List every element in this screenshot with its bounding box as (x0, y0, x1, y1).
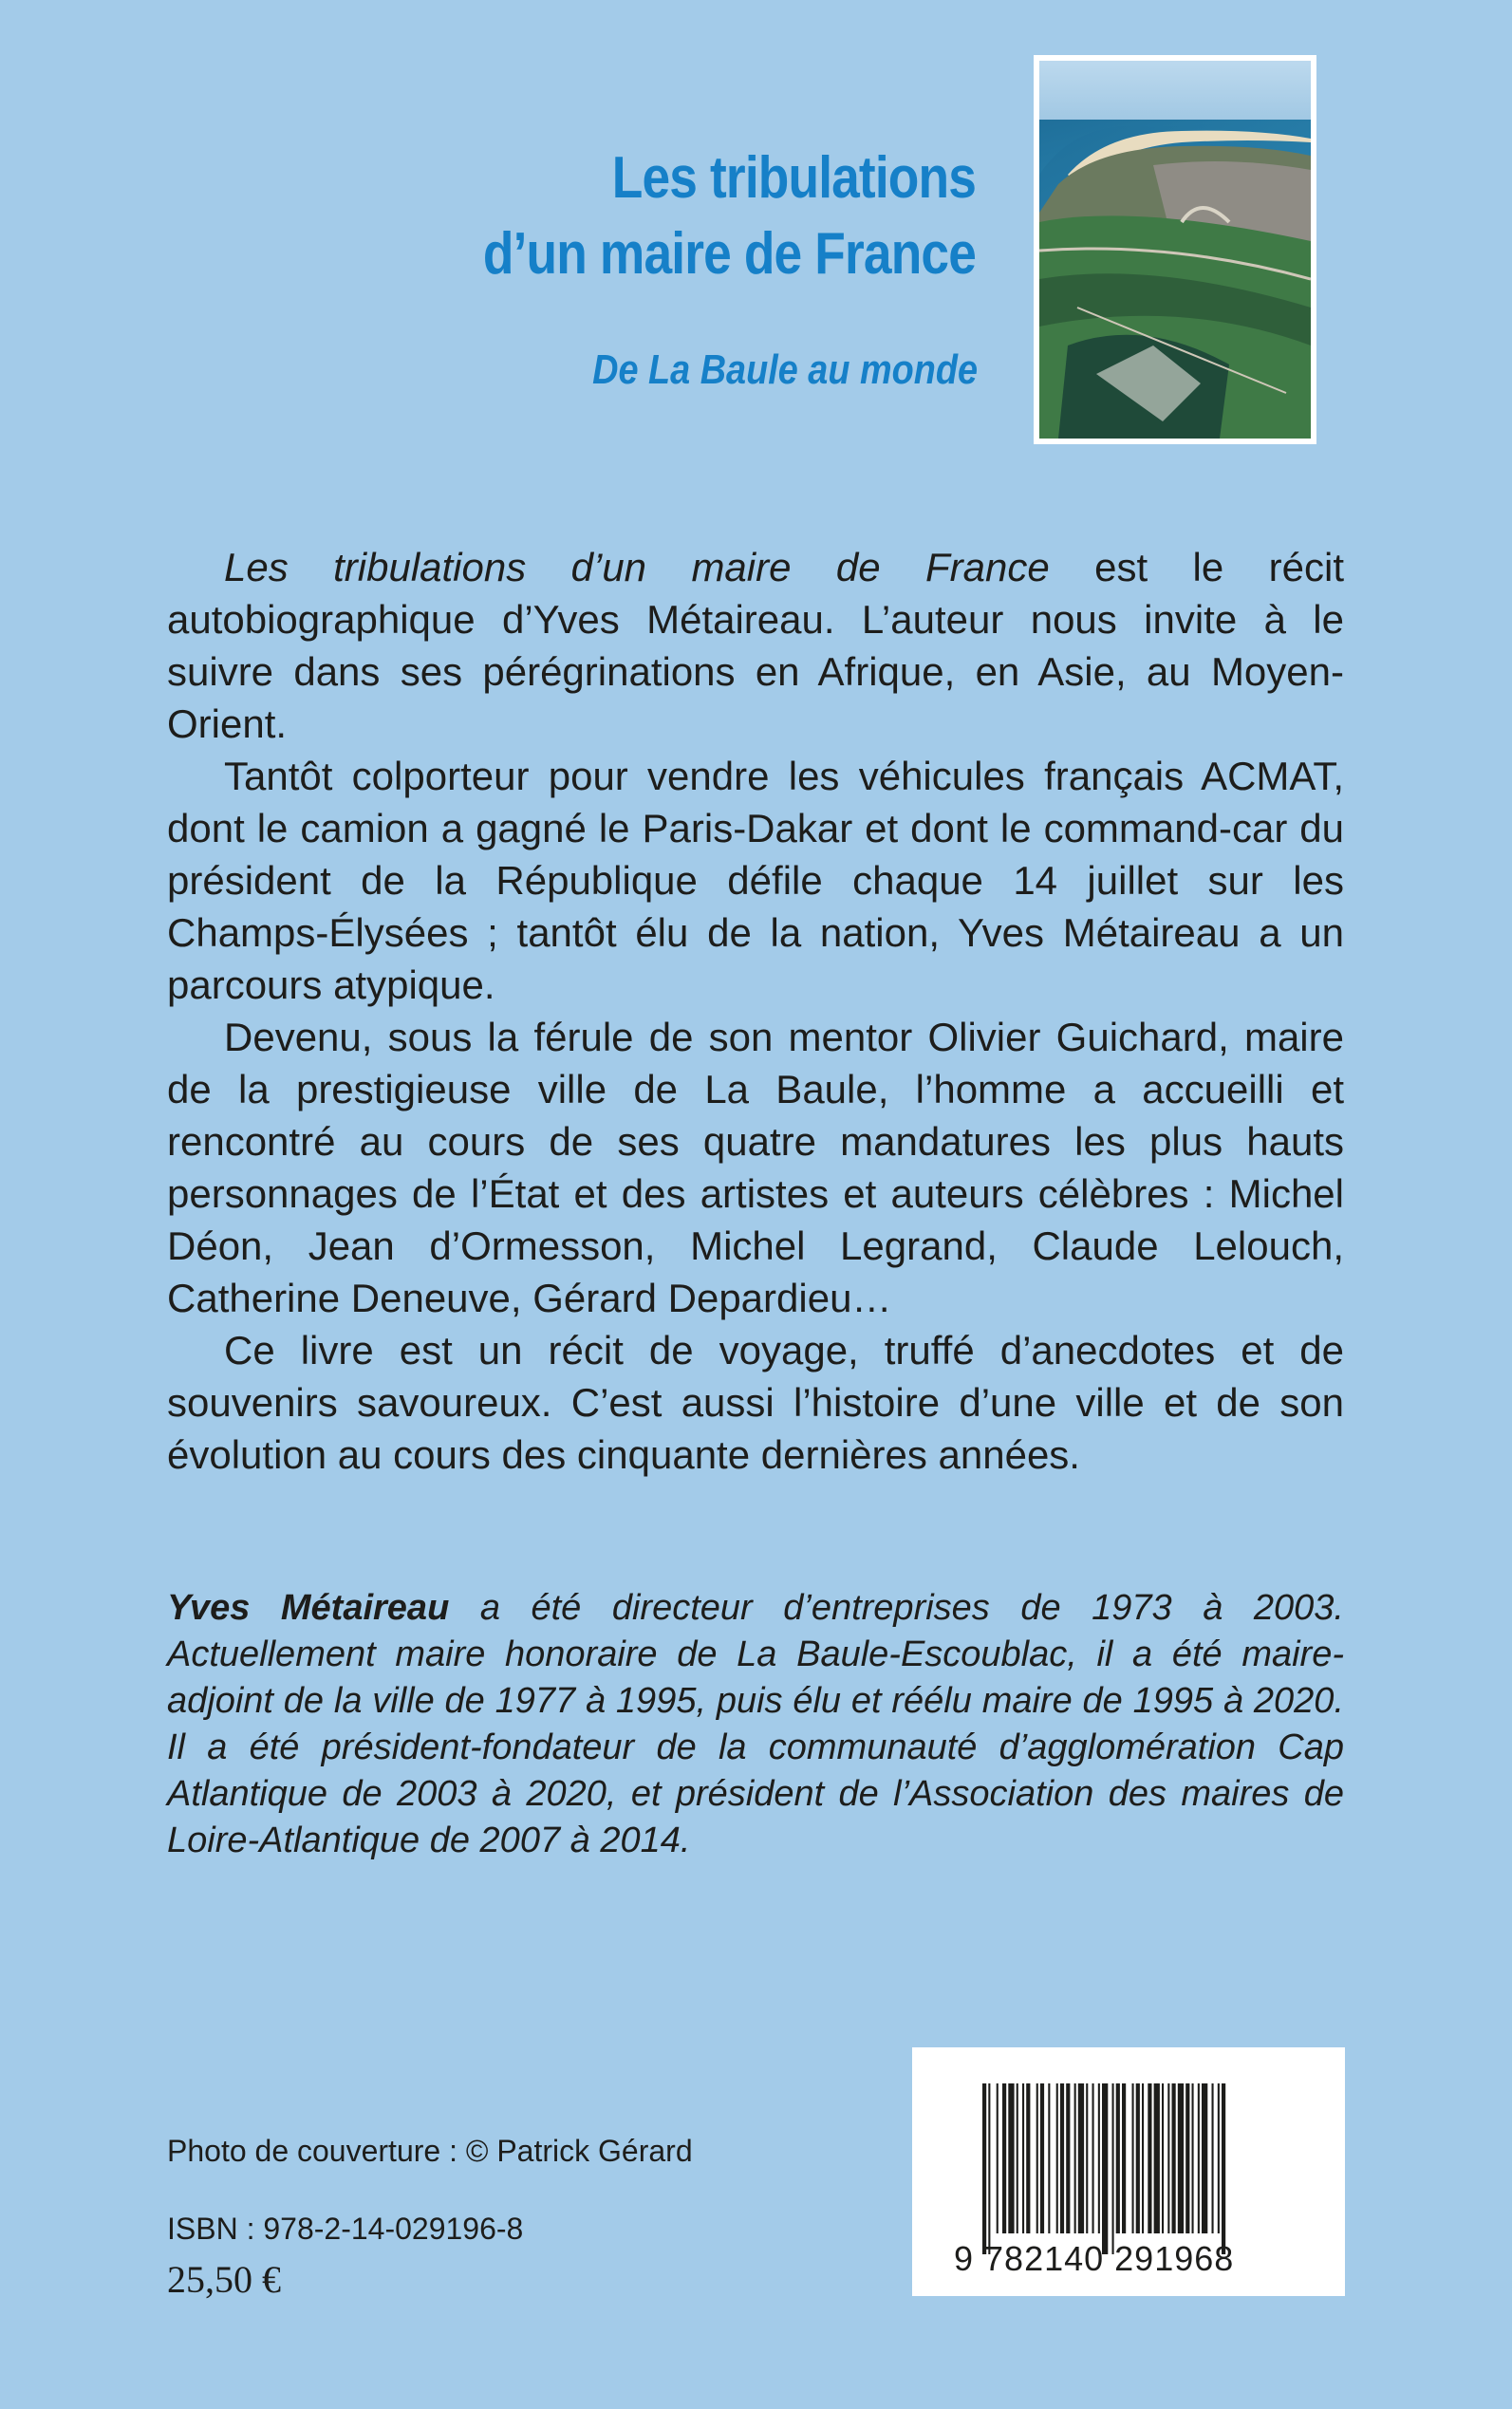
summary (167, 541, 1344, 1481)
barcode-bar (982, 2083, 986, 2254)
barcode-bar (1202, 2083, 1207, 2233)
barcode-bar (1008, 2083, 1014, 2233)
barcode-bar (1132, 2083, 1134, 2233)
barcode-number: 9 782140 291968 (954, 2239, 1235, 2278)
barcode-bar (1212, 2083, 1214, 2233)
photo-credit: Photo de couverture : © Patrick Gérard (167, 2134, 693, 2168)
barcode-bar (988, 2083, 990, 2254)
book-subtitle: De La Baule au monde (592, 346, 978, 393)
barcode-bar (1026, 2083, 1030, 2233)
barcode-bar (1172, 2083, 1176, 2233)
barcode-bar (1167, 2083, 1169, 2233)
barcode-bar (1078, 2083, 1084, 2233)
barcode-bar (1022, 2083, 1024, 2233)
barcode-bar (1002, 2083, 1006, 2233)
barcode-bar (1142, 2083, 1144, 2233)
summary-paragraph-2: Tantôt colporteur pour vendre les véhicules français ACMAT, dont le camion a gagné le Paris-Dakar et dont le command-car du président de la République défile chaque 14 juillet sur les Champs-Élysées ; tantôt élu de la nation, Yves Métaireau a un parcours atypique. (167, 754, 1344, 1007)
cover-photo (1034, 55, 1316, 444)
barcode-bar (1112, 2083, 1114, 2254)
barcode-bar (1218, 2083, 1220, 2233)
summary-book-title: Les tribulations d’un maire de France (224, 545, 1050, 589)
aerial-coast-photo-icon (1039, 61, 1311, 439)
barcode-bar (1154, 2083, 1160, 2233)
barcode-bar (1136, 2083, 1140, 2233)
title-line-1: Les tribulations (611, 145, 976, 211)
barcode-bar (1092, 2083, 1094, 2233)
barcode-bar (1066, 2083, 1070, 2233)
barcode-bar (1192, 2083, 1194, 2233)
barcode-bar (1074, 2083, 1076, 2233)
barcode-bar (1060, 2083, 1064, 2233)
barcode-bar (997, 2083, 999, 2233)
summary-paragraph-1-text: est le récit autobiographique d’Yves Métaireau. L’auteur nous invite à le suivre dans ses pérégrinations en Afrique, en Asie, au Moyen-Orient. (167, 545, 1344, 746)
barcode-bar (1040, 2083, 1044, 2233)
summary-paragraph-4: Ce livre est un récit de voyage, truffé d’anecdotes et de souvenirs savoureux. C’est aussi l’histoire d’une ville et de son évolution au cours des cinquante dernières années. (167, 1328, 1344, 1477)
summary-paragraph-1 (167, 541, 1344, 750)
author-name: Yves Métaireau (167, 1588, 450, 1628)
barcode-bar (1036, 2083, 1038, 2233)
barcode-bar (1198, 2083, 1200, 2233)
title-line-2: d’un maire de France (482, 221, 976, 287)
isbn: ISBN : 978-2-14-029196-8 (167, 2212, 524, 2246)
barcode-bar (1017, 2083, 1018, 2233)
book-title (241, 140, 976, 292)
barcode-bar (1098, 2083, 1100, 2233)
barcode-bar (1086, 2083, 1088, 2233)
barcode-bar (1116, 2083, 1120, 2233)
barcode (912, 2047, 1345, 2296)
barcode-bar (1102, 2083, 1108, 2254)
price: 25,50 € (167, 2258, 281, 2301)
barcode-bar (1178, 2083, 1184, 2233)
barcode-bar (1122, 2083, 1126, 2233)
barcode-bars-icon (982, 2083, 1296, 2254)
barcode-bar (1048, 2083, 1050, 2233)
summary-paragraph-3: Devenu, sous la férule de son mentor Olivier Guichard, maire de la prestigieuse ville de La Baule, l’homme a accueilli et rencontré au cours de ses quatre mandatures les plus hauts personnages de l’État et des artistes et auteurs célèbres : Michel Déon, Jean d’Ormesson, Michel Legrand, Claude Lelouch, Catherine Deneuve, Gérard Depardieu… (167, 1015, 1344, 1320)
barcode-bar (1162, 2083, 1164, 2233)
barcode-bar (1148, 2083, 1151, 2233)
barcode-bar (1222, 2083, 1225, 2254)
barcode-bar (1185, 2083, 1189, 2233)
barcode-bar (1056, 2083, 1058, 2233)
author-bio (167, 1585, 1344, 1864)
author-bio-text: a été directeur d’entreprises de 1973 à 2003. Actuellement maire honoraire de La Baule-Escoublac, il a été maire-adjoint de la ville de 1977 à 1995, puis élu et réélu maire de 1995 à 2020. Il a été président-fondateur de la communauté d’agglomération Cap Atlantique de 2003 à 2020, et président de l’Association des maires de Loire-Atlantique de 2007 à 2014. (167, 1588, 1344, 1860)
